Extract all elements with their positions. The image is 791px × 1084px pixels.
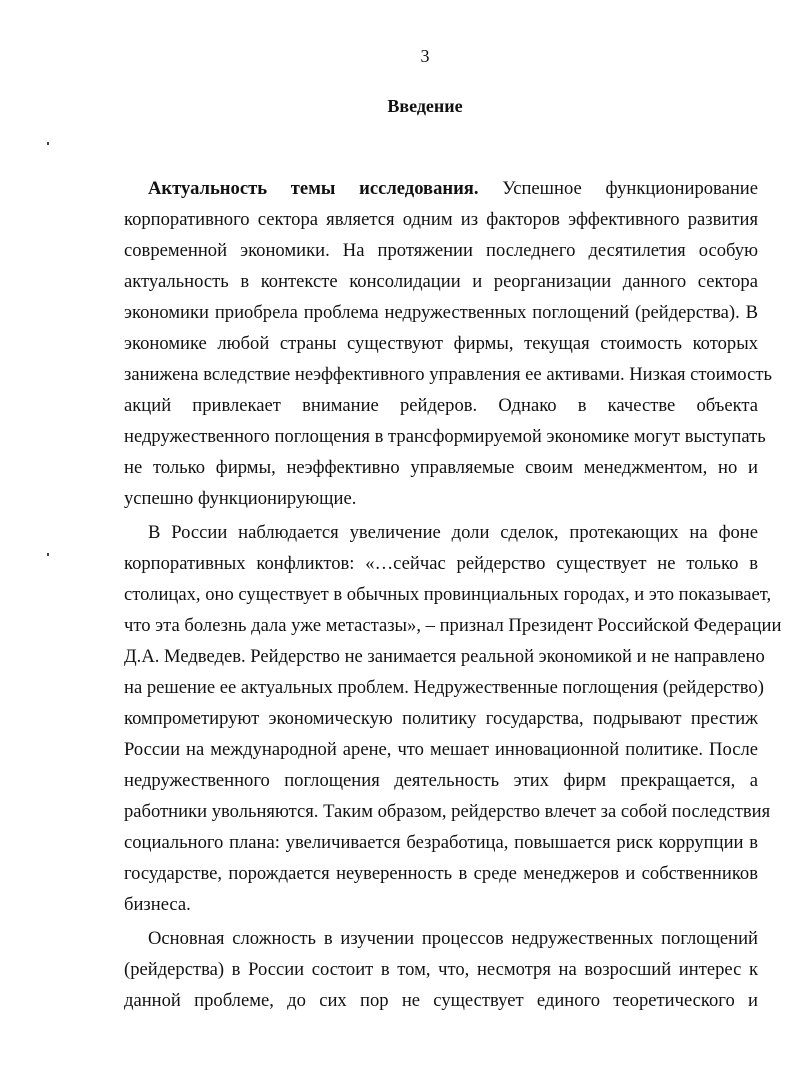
paragraph-2-line: недружественного поглощения деятельность этих фирм прекращается, а [124,770,758,791]
paragraph-3-line: данной проблеме, до сих пор не существует единого теоретического и [124,990,758,1011]
paragraph-2-line: что эта болезнь дала уже метастазы», – признал Президент Российской Федерации [124,615,782,636]
page-number: 3 [420,46,430,66]
paragraph-1-line: экономике любой страны существуют фирмы, текущая стоимость которых [124,333,758,354]
paragraph-1-line: недружественного поглощения в трансформируемой экономике могут выступать [124,426,766,447]
paragraph-2-line: работники увольняются. Таким образом, рейдерство влечет за собой последствия [124,801,771,822]
paragraph-2-line: бизнеса. [124,894,191,915]
paragraph-2-line: Д.А. Медведев. Рейдерство не занимается реальной экономикой и не направлено [124,646,765,667]
paragraph-2-line: столицах, оно существует в обычных провинциальных городах, и это показывает, [124,584,772,605]
paragraph-1-line: успешно функционирующие. [124,488,357,509]
paragraph-1-line: не только фирмы, неэффективно управляемые своим менеджментом, но и [124,457,758,478]
section-heading: Введение [387,96,463,116]
scan-speck [47,553,49,556]
paragraph-2-line: социального плана: увеличивается безработица, повышается риск коррупции в [124,832,758,853]
paragraph-2-line: корпоративных конфликтов: «…сейчас рейдерство существует не только в [124,553,758,574]
paragraph-3-line: Основная сложность в изучении процессов недружественных поглощений [148,928,758,949]
paragraph-2-line: компрометируют экономическую политику государства, подрывают престиж [124,708,758,729]
paragraph-1-line: корпоративного сектора является одним из факторов эффективного развития [124,209,758,230]
paragraph-1-line: акций привлекает внимание рейдеров. Однако в качестве объекта [124,395,758,416]
paragraph-2-line: государстве, порождается неуверенность в среде менеджеров и собственников [124,863,758,884]
paragraph-1-line: экономики приобрела проблема недружественных поглощений (рейдерства). В [124,302,758,323]
paragraph-1-line: актуальность в контексте консолидации и реорганизации данного сектора [124,271,758,292]
paragraph-1-line-1: Актуальность темы исследования. Успешное функционирование [148,178,758,199]
paragraph-1-line: занижена вследствие неэффективного управления ее активами. Низкая стоимость [124,364,772,385]
paragraph-2-line: России на международной арене, что мешает инновационной политике. После [124,739,758,760]
paragraph-2-line: на решение ее актуальных проблем. Недружественные поглощения (рейдерство) [124,677,764,698]
scan-speck [47,142,49,145]
paragraph-2-line: В России наблюдается увеличение доли сделок, протекающих на фоне [148,522,758,543]
paragraph-3-line: (рейдерства) в России состоит в том, что, несмотря на возросший интерес к [124,959,758,980]
relevance-lead: Актуальность темы исследования. [148,178,479,199]
paragraph-1-line: современной экономики. На протяжении последнего десятилетия особую [124,240,758,261]
